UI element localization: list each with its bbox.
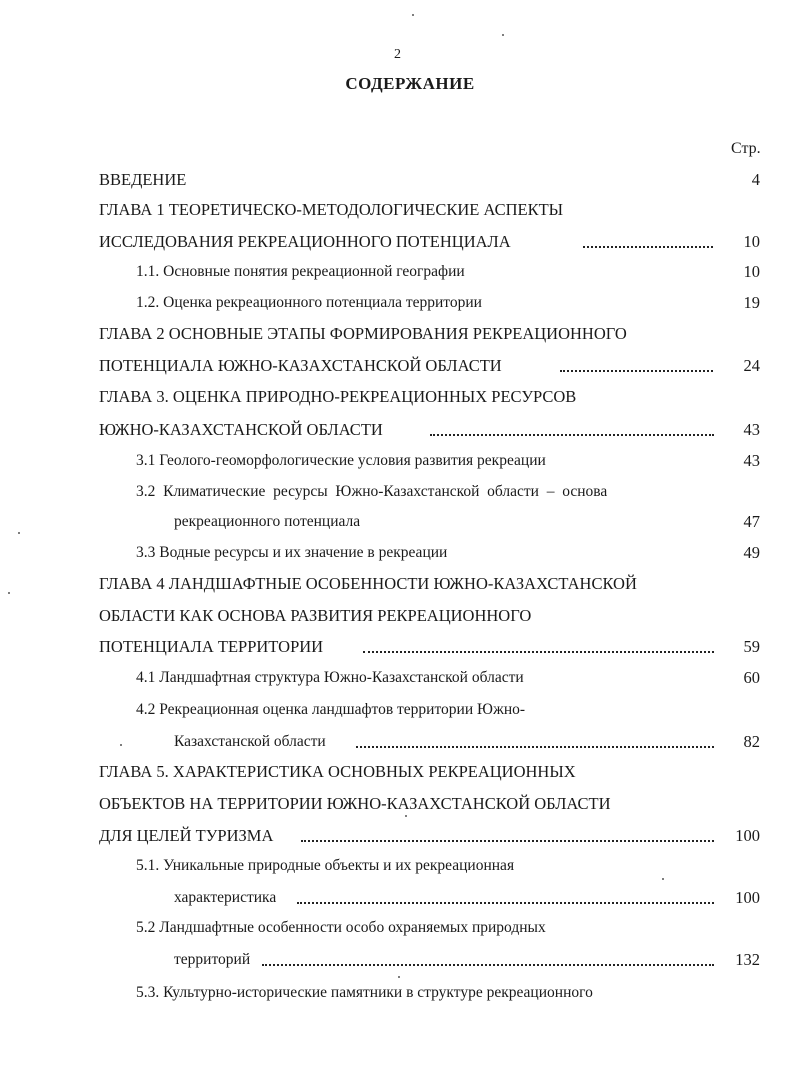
toc-ch5-page: 100 (735, 826, 760, 845)
toc-s1-1-page: 10 (743, 262, 760, 281)
toc-s4-1-label: 4.1 Ландшафтная структура Южно-Казахстанской области (136, 669, 524, 686)
toc-s5-1-line1: 5.1. Уникальные природные объекты и их рекреационная (136, 857, 515, 874)
scan-speck (398, 976, 400, 978)
toc-s1-1-label: 1.1. Основные понятия рекреационной географии (136, 263, 465, 280)
page-title: СОДЕРЖАНИЕ (345, 74, 475, 93)
toc-s4-2-leader (356, 742, 714, 748)
toc-intro-page: 4 (751, 170, 760, 189)
toc-ch2-line2: ПОТЕНЦИАЛА ЮЖНО-КАЗАХСТАНСКОЙ ОБЛАСТИ (99, 356, 502, 375)
toc-s5-2-leader (262, 960, 714, 966)
toc-s5-1-line2: характеристика (174, 889, 277, 906)
scan-speck (120, 744, 122, 746)
toc-s3-1-label: 3.1 Геолого-геоморфологические условия развития рекреации (136, 452, 546, 469)
scan-speck (8, 592, 10, 594)
toc-ch3-line2: ЮЖНО-КАЗАХСТАНСКОЙ ОБЛАСТИ (99, 420, 383, 439)
toc-ch4-leader (363, 647, 714, 653)
toc-ch5-line1: ГЛАВА 5. ХАРАКТЕРИСТИКА ОСНОВНЫХ РЕКРЕАЦИОННЫХ (99, 762, 576, 781)
scan-speck (18, 532, 20, 534)
toc-ch3-line1: ГЛАВА 3. ОЦЕНКА ПРИРОДНО-РЕКРЕАЦИОННЫХ РЕСУРСОВ (99, 387, 577, 406)
toc-s4-1-page: 60 (743, 668, 760, 687)
page-number: 2 (394, 47, 401, 62)
toc-s5-1-leader (297, 898, 714, 904)
toc-s4-2-line1: 4.2 Рекреационная оценка ландшафтов территории Южно- (136, 701, 526, 718)
scan-speck (412, 14, 414, 16)
toc-ch4-line3: ПОТЕНЦИАЛА ТЕРРИТОРИИ (99, 637, 324, 656)
toc-ch1-line2: ИССЛЕДОВАНИЯ РЕКРЕАЦИОННОГО ПОТЕНЦИАЛА (99, 232, 511, 251)
toc-ch2-leader (560, 366, 713, 372)
toc-s4-2-line2: Казахстанской области (174, 733, 326, 750)
toc-s3-1-page: 43 (743, 451, 760, 470)
toc-intro-label: ВВЕДЕНИЕ (99, 170, 187, 189)
toc-s3-3-page: 49 (743, 543, 760, 562)
toc-ch4-line1: ГЛАВА 4 ЛАНДШАФТНЫЕ ОСОБЕННОСТИ ЮЖНО-КАЗАХСТАНСКОЙ (99, 574, 637, 593)
toc-s3-2-line2: рекреационного потенциала (174, 513, 361, 530)
scan-speck (502, 34, 504, 36)
page-column-label: Стр. (731, 140, 761, 157)
toc-ch5-leader (301, 836, 714, 842)
toc-s5-2-line2: территорий (174, 951, 251, 968)
toc-ch3-page: 43 (743, 420, 760, 439)
toc-s5-2-line1: 5.2 Ландшафтные особенности особо охраняемых природных (136, 919, 546, 936)
toc-ch5-line2: ОБЪЕКТОВ НА ТЕРРИТОРИИ ЮЖНО-КАЗАХСТАНСКОЙ ОБЛАСТИ (99, 794, 611, 813)
toc-s4-2-page: 82 (743, 732, 760, 751)
toc-ch1-line1: ГЛАВА 1 ТЕОРЕТИЧЕСКО-МЕТОДОЛОГИЧЕСКИЕ АСПЕКТЫ (99, 200, 564, 219)
toc-s3-2-line1: 3.2 Климатические ресурсы Южно-Казахстанской области – основа (136, 483, 608, 500)
scan-speck (405, 815, 407, 817)
toc-ch5-line3: ДЛЯ ЦЕЛЕЙ ТУРИЗМА (99, 826, 274, 845)
toc-s5-1-page: 100 (735, 888, 760, 907)
toc-s3-2-page: 47 (743, 512, 760, 531)
toc-ch4-line2: ОБЛАСТИ КАК ОСНОВА РАЗВИТИЯ РЕКРЕАЦИОННОГО (99, 606, 532, 625)
toc-s3-3-label: 3.3 Водные ресурсы и их значение в рекреации (136, 544, 448, 561)
toc-s1-2-page: 19 (743, 293, 760, 312)
toc-s5-2-page: 132 (735, 950, 760, 969)
toc-ch1-leader (583, 242, 713, 248)
toc-ch2-line1: ГЛАВА 2 ОСНОВНЫЕ ЭТАПЫ ФОРМИРОВАНИЯ РЕКРЕАЦИОННОГО (99, 324, 627, 343)
toc-ch2-page: 24 (743, 356, 760, 375)
toc-s5-3-line1: 5.3. Культурно-исторические памятники в структуре рекреационного (136, 984, 593, 1001)
toc-ch1-page: 10 (743, 232, 760, 251)
toc-ch4-page: 59 (743, 637, 760, 656)
toc-ch3-leader (430, 430, 714, 436)
scan-speck (662, 878, 664, 880)
toc-s1-2-label: 1.2. Оценка рекреационного потенциала территории (136, 294, 482, 311)
